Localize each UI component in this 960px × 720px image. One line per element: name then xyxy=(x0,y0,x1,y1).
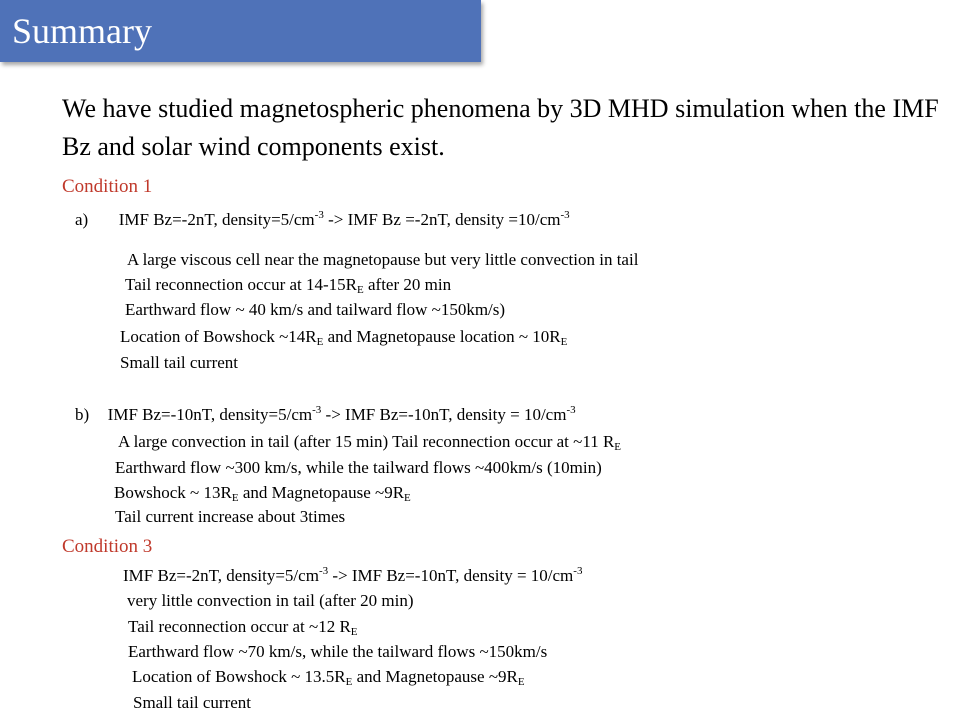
cond1-a-exp-1: -3 xyxy=(314,209,324,221)
cond1-a-marker: a) xyxy=(75,210,89,229)
cond3-line-1: very little convection in tail (after 20 min) xyxy=(127,591,414,610)
cond1-b-line-1-text: A large convection in tail (after 15 min) Tail reconnection occur at ~11 R xyxy=(118,432,615,451)
cond3-line-4-sub-2: E xyxy=(517,676,525,688)
cond1-b-text-1: IMF Bz=-10nT, density=5/cm xyxy=(107,405,313,424)
cond1-a-text-1: IMF Bz=-2nT, density=5/cm xyxy=(118,210,315,229)
cond1-a-line-4-text-b: and Magnetopause location ~ 10R xyxy=(323,327,561,346)
cond1-b-exp-2: -3 xyxy=(566,404,576,416)
cond1-b-header xyxy=(75,405,576,425)
title-bar xyxy=(0,0,481,62)
cond1-b-line-4: Tail current increase about 3times xyxy=(115,507,346,526)
cond3-line-2-text: Tail reconnection occur at ~12 R xyxy=(128,617,351,636)
cond3-text-2: -> IMF Bz=-10nT, density = 10/cm xyxy=(328,566,574,585)
cond1-b-line-1-sub: E xyxy=(614,441,622,453)
cond1-b-line-3-sub-1: E xyxy=(231,492,239,504)
cond3-exp-2: -3 xyxy=(573,565,583,577)
cond1-b-line-3-sub-2: E xyxy=(404,492,411,504)
cond3-line-4-text-b: and Magnetopause ~9R xyxy=(352,667,518,686)
cond1-a-line-2 xyxy=(125,275,451,295)
cond1-a-line-4-text: Location of Bowshock ~14R xyxy=(120,327,317,346)
cond3-header xyxy=(123,566,582,586)
cond1-a-line-1: A large viscous cell near the magnetopause but very little convection in tail xyxy=(127,250,639,269)
cond1-a-header xyxy=(75,210,570,230)
cond3-text-1: IMF Bz=-2nT, density=5/cm xyxy=(123,566,319,585)
cond1-a-line-4-sub-1: E xyxy=(316,336,324,348)
slide-title: Summary xyxy=(12,11,152,51)
cond1-b-line-3 xyxy=(114,483,411,503)
cond1-b-marker: b) xyxy=(75,405,90,424)
condition-3-label: Condition 3 xyxy=(62,536,153,557)
cond1-b-line-2: Earthward flow ~300 km/s, while the tailward flows ~400km/s (10min) xyxy=(115,458,602,477)
intro-paragraph: We have studied magnetospheric phenomena by 3D MHD simulation when the IMF Bz and solar wind components exist. xyxy=(62,94,939,161)
cond1-a-line-2-text: Tail reconnection occur at 14-15R xyxy=(125,275,357,294)
cond1-b-line-3-text-b: and Magnetopause ~9R xyxy=(238,483,405,502)
cond1-a-line-4-sub-2: E xyxy=(560,336,568,348)
cond1-a-line-4 xyxy=(120,327,567,347)
cond1-a-line-2-sub: E xyxy=(357,284,364,296)
cond1-a-exp-2: -3 xyxy=(560,209,570,221)
cond3-line-4 xyxy=(132,667,525,687)
cond1-a-text-2: -> IMF Bz =-2nT, density =10/cm xyxy=(323,210,561,229)
cond3-line-4-text: Location of Bowshock ~ 13.5R xyxy=(132,667,346,686)
cond3-line-5: Small tail current xyxy=(133,693,252,712)
cond3-line-4-sub-1: E xyxy=(345,676,353,688)
cond1-a-line-2-text-b: after 20 min xyxy=(363,275,452,294)
cond3-line-2-sub: E xyxy=(350,626,358,638)
cond3-line-2 xyxy=(128,617,358,637)
cond3-line-3: Earthward flow ~70 km/s, while the tailward flows ~150km/s xyxy=(128,642,548,661)
cond3-exp-1: -3 xyxy=(318,565,329,577)
cond1-b-line-3-text: Bowshock ~ 13R xyxy=(114,483,232,502)
cond1-a-line-5: Small tail current xyxy=(120,353,239,372)
cond1-a-line-3: Earthward flow ~ 40 km/s and tailward flow ~150km/s) xyxy=(125,300,506,319)
cond1-b-line-1 xyxy=(118,432,621,452)
cond1-b-text-2: -> IMF Bz=-10nT, density = 10/cm xyxy=(321,405,567,424)
cond1-b-exp-1: -3 xyxy=(312,404,322,416)
condition-1-label: Condition 1 xyxy=(62,176,153,197)
